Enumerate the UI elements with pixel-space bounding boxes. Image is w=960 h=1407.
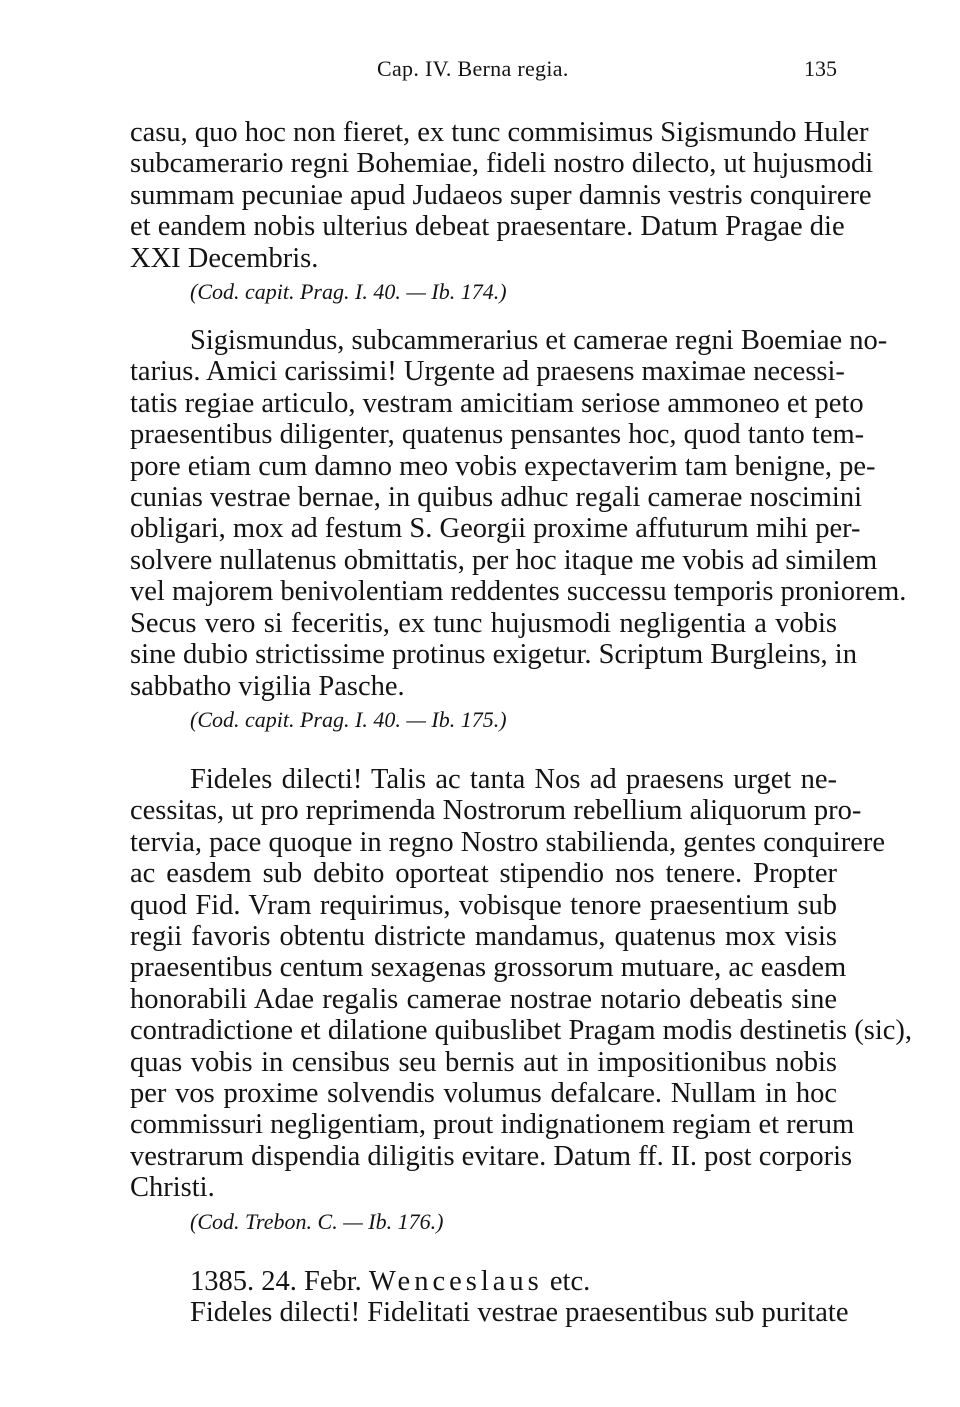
document-date: 1385. 24. Febr.: [190, 1265, 362, 1297]
source-citation: (Cod. capit. Prag. I. 40. — Ib. 175.): [190, 706, 507, 732]
text-line: pore etiam cum damno meo vobis expectaverim tam benigne, pe-: [130, 450, 876, 482]
text-line: Fideles dilecti! Fidelitati vestrae praesentibus sub puritate: [190, 1297, 849, 1328]
text-line: ac easdem sub debito oporteat stipendio nos tenere. Propter: [130, 858, 837, 890]
text-line: cessitas, ut pro reprimenda Nostrorum rebellium aliquorum pro-: [130, 795, 862, 827]
text-line: sabbatho vigilia Pasche.: [130, 670, 405, 702]
issuer-suffix: etc.: [549, 1265, 591, 1297]
text-line: commissuri negligentiam, prout indignationem regiam et rerum: [130, 1109, 855, 1141]
text-line: Fideles dilecti! Talis ac tanta Nos ad praesens urget ne-: [190, 763, 837, 795]
source-citation: (Cod. Trebon. C. — Ib. 176.): [190, 1208, 444, 1234]
book-page: [130, 56, 912, 1328]
text-line: tatis regiae articulo, vestram amicitiam seriose ammoneo et peto: [130, 387, 864, 419]
text-line: vel majorem benivolentiam reddentes successu temporis proniorem.: [130, 576, 907, 608]
text-line: Christi.: [130, 1172, 215, 1204]
issuer-name: Wenceslaus: [368, 1265, 543, 1297]
text-line: tarius. Amici carissimi! Urgente ad praesens maximae necessi-: [130, 356, 845, 388]
text-line: quod Fid. Vram requirimus, vobisque tenore praesentium sub: [130, 889, 837, 921]
text-line: casu, quo hoc non fieret, ex tunc commisimus Sigismundo Huler: [130, 117, 869, 148]
text-line: XXI Decembris.: [130, 242, 319, 274]
text-line: Sigismundus, subcammerarius et camerae regni Boemiae no-: [190, 325, 888, 357]
running-title: Cap. IV. Berna regia.: [377, 56, 569, 81]
text-line: sine dubio strictissime protinus exigetur. Scriptum Burgleins, in: [130, 639, 857, 671]
text-line: tervia, pace quoque in regno Nostro stabilienda, gentes conquirere: [130, 826, 885, 858]
paragraph-continuation: [130, 117, 874, 274]
text-line: Secus vero si feceritis, ex tunc hujusmodi negligentia a vobis: [130, 607, 837, 639]
running-head: [130, 56, 837, 92]
document-heading-line: [130, 1266, 837, 1297]
text-line: obligari, mox ad festum S. Georgii proxime affuturum mihi per-: [130, 513, 861, 545]
text-line: contradictione et dilatione quibuslibet Pragam modis destinetis (sic),: [130, 1015, 912, 1047]
text-line: praesentibus diligenter, quatenus pensantes hoc, quod tanto tem-: [130, 419, 865, 451]
paragraph-wenceslaus-document: [130, 1265, 849, 1329]
text-line: regii favoris obtentu districte mandamus, quatenus mox visis: [130, 920, 837, 952]
text-line: subcamerario regni Bohemiae, fideli nostro dilecto, ut hujusmodi: [130, 148, 874, 180]
paragraph-fideles-letter: [130, 763, 912, 1204]
text-line: per vos proxime solvendis volumus defalcare. Nullam in hoc: [130, 1077, 837, 1109]
text-line: et eandem nobis ulterius debeat praesentare. Datum Pragae die: [130, 211, 845, 243]
page-number: 135: [804, 56, 837, 81]
text-line: cunias vestrae bernae, in quibus adhuc regali camerae noscimini: [130, 482, 862, 514]
source-citation: (Cod. capit. Prag. I. 40. — Ib. 174.): [190, 279, 507, 305]
text-line: solvere nullatenus obmittatis, per hoc itaque me vobis ad similem: [130, 544, 878, 576]
text-line: honorabili Adae regalis camerae nostrae notario debeatis sine: [130, 983, 837, 1015]
text-line: summam pecuniae apud Judaeos super damnis vestris conquirere: [130, 179, 872, 211]
text-line: vestrarum dispendia diligitis evitare. Datum ff. II. post corporis: [130, 1140, 853, 1172]
text-line: quas vobis in censibus seu bernis aut in impositionibus nobis: [130, 1046, 837, 1078]
paragraph-sigismundus-letter: [130, 325, 907, 702]
text-line: praesentibus centum sexagenas grossorum mutuare, ac easdem: [130, 952, 847, 984]
